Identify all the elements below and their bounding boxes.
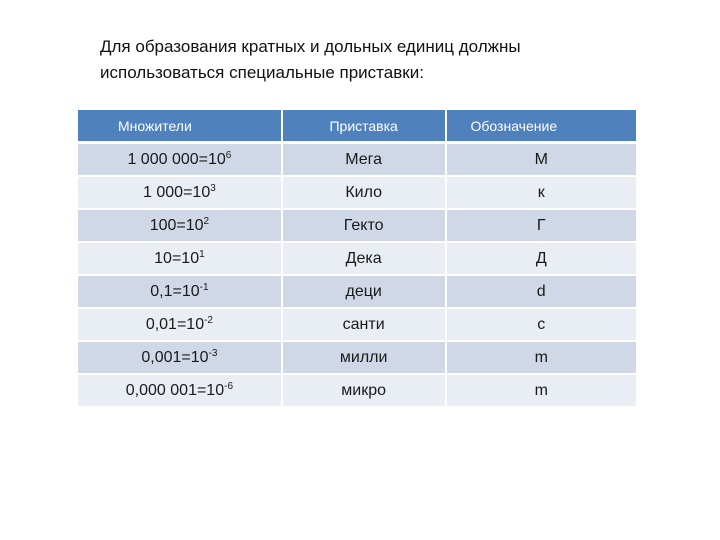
multiplier-base: 0,000 001=10 [125, 381, 225, 399]
table-row [78, 210, 636, 243]
prefix-table [78, 110, 636, 408]
prefix-cell: деци [283, 276, 447, 309]
multiplier-cell [78, 210, 283, 243]
table-row [78, 342, 636, 375]
prefix-cell: Кило [283, 177, 447, 210]
multiplier-cell [78, 177, 283, 210]
table-row [78, 144, 636, 177]
multiplier-exponent: -2 [204, 314, 213, 326]
intro-line-1: Для образования кратных и дольных единиц должны [100, 37, 521, 56]
symbol-cell: М [447, 144, 636, 177]
multiplier-cell [78, 243, 283, 276]
symbol-cell: m [447, 375, 636, 408]
table-row [78, 276, 636, 309]
prefix-cell: Мега [283, 144, 447, 177]
prefix-cell: милли [283, 342, 447, 375]
multiplier-exponent: 6 [225, 149, 232, 161]
multiplier-exponent: -6 [224, 380, 234, 392]
multiplier-base: 0,001=10 [141, 348, 209, 366]
multiplier-exponent: 1 [199, 248, 205, 260]
multiplier-exponent: -3 [208, 347, 218, 359]
symbol-cell: m [447, 342, 636, 375]
symbol-cell: Г [447, 210, 636, 243]
intro-text [100, 34, 660, 86]
multiplier-base: 1 000 000=10 [127, 150, 226, 168]
multiplier-base: 100=10 [149, 216, 204, 234]
prefix-cell: Гекто [283, 210, 447, 243]
symbol-cell: c [447, 309, 636, 342]
header-symbol: Обозначение [447, 110, 636, 144]
multiplier-base: 0,1=10 [150, 282, 200, 300]
table-header-row [78, 110, 636, 144]
multiplier-base: 0,01=10 [145, 315, 205, 333]
intro-line-2: использоваться специальные приставки: [100, 63, 424, 82]
prefix-cell: микро [283, 375, 447, 408]
multiplier-exponent: 3 [210, 182, 216, 194]
table-row [78, 309, 636, 342]
multiplier-cell [78, 375, 283, 408]
header-multipliers: Множители [78, 110, 283, 144]
multiplier-base: 1 000=10 [143, 183, 211, 201]
multiplier-base: 10=10 [154, 249, 200, 267]
multiplier-cell [78, 342, 283, 375]
multiplier-exponent: -1 [199, 281, 209, 293]
multiplier-cell [78, 144, 283, 177]
table-row [78, 177, 636, 210]
multiplier-cell [78, 276, 283, 309]
prefix-cell: Дека [283, 243, 447, 276]
symbol-cell: d [447, 276, 636, 309]
prefix-cell: санти [283, 309, 447, 342]
table-row [78, 375, 636, 408]
table-row [78, 243, 636, 276]
multiplier-cell [78, 309, 283, 342]
symbol-cell: к [447, 177, 636, 210]
header-prefix: Приставка [283, 110, 447, 144]
symbol-cell: Д [447, 243, 636, 276]
multiplier-exponent: 2 [203, 215, 210, 227]
